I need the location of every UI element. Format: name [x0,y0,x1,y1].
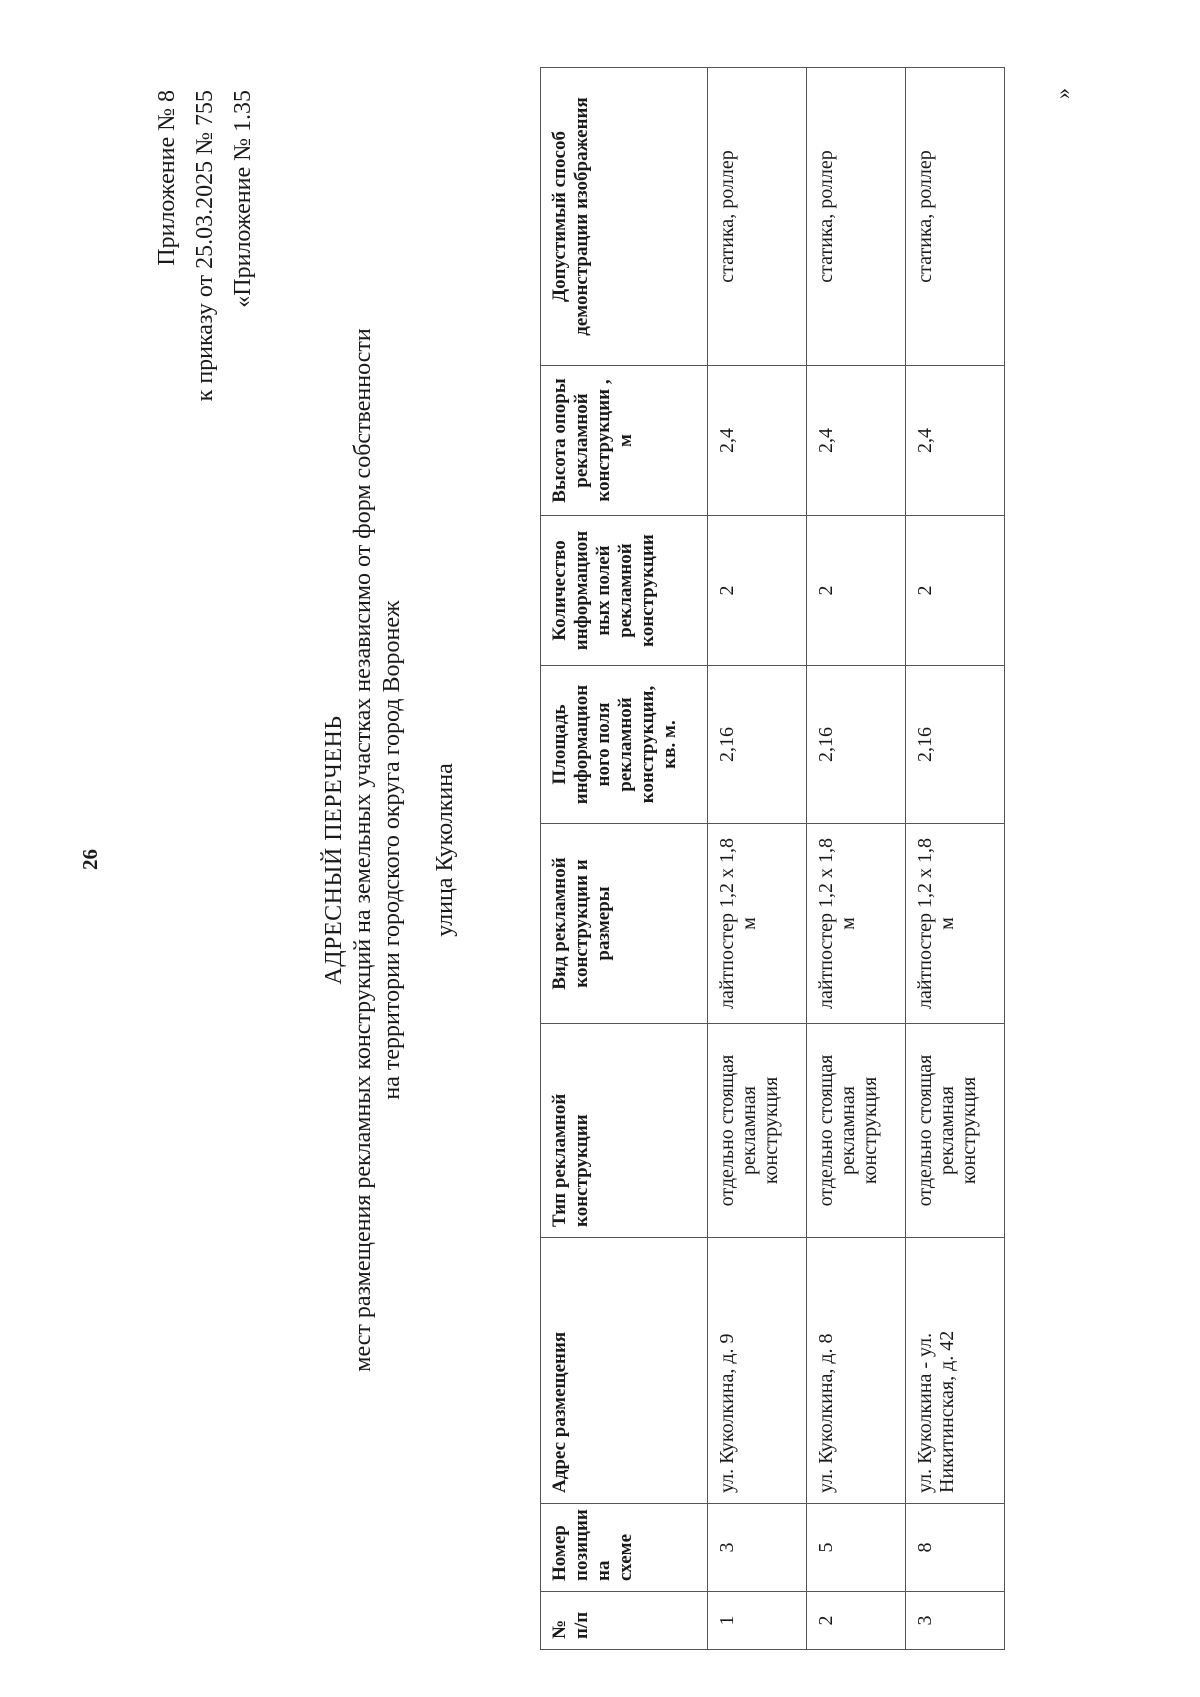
cell-construction-kind: лайтпостер 1,2 х 1,8 м [708,824,807,1024]
cell-construction-type: отдельно стоящая рекламная конструкция [708,1024,807,1238]
header-area: Площадь информацион ного поля рекламной конструкции, кв. м. [541,666,708,824]
page-number: 26 [78,849,102,870]
cell-display-method: статика, роллер [807,68,906,366]
cell-scheme-position: 8 [906,1504,1005,1592]
document-title: АДРЕСНЫЙ ПЕРЕЧЕНЬ [321,715,347,985]
cell-field-count: 2 [708,516,807,666]
header-support-height: Высота опоры рекламной конструкции , м [541,366,708,516]
appendix-line-1: Приложение № 8 [154,90,180,266]
table-row [807,68,906,1650]
header-construction-kind: Вид рекламной конструкции и размеры [541,824,708,1024]
cell-construction-type: отдельно стоящая рекламная конструкция [906,1024,1005,1238]
cell-address: ул. Куколкина, д. 9 [708,1238,807,1504]
cell-display-method: статика, роллер [708,68,807,366]
header-address: Адрес размещения [541,1238,708,1504]
table-row [708,68,807,1650]
cell-number: 2 [807,1592,906,1650]
cell-field-count: 2 [906,516,1005,666]
cell-display-method: статика, роллер [906,68,1005,366]
cell-number: 3 [906,1592,1005,1650]
appendix-line-2: к приказу от 25.03.2025 № 755 [192,90,218,402]
closing-quote: » [1050,88,1075,99]
cell-field-count: 2 [807,516,906,666]
street-name: улица Куколкина [432,763,458,937]
cell-area: 2,16 [807,666,906,824]
document-page [40,40,1160,1660]
cell-support-height: 2,4 [807,366,906,516]
title-block [320,40,460,1660]
appendix-reference [148,90,262,401]
cell-support-height: 2,4 [708,366,807,516]
appendix-line-3: «Приложение № 1.35 [230,90,256,308]
header-construction-type: Тип рекламной конструкции [541,1024,708,1238]
cell-construction-type: отдельно стоящая рекламная конструкция [807,1024,906,1238]
header-number: № п/п [541,1592,708,1650]
cell-construction-kind: лайтпостер 1,2 х 1,8 м [906,824,1005,1024]
address-table [540,67,1005,1650]
table-header-row [541,68,708,1650]
header-scheme-position: Номер позиции на схеме [541,1504,708,1592]
cell-number: 1 [708,1592,807,1650]
cell-address: ул. Куколкина, д. 8 [807,1238,906,1504]
table-row [906,68,1005,1650]
cell-support-height: 2,4 [906,366,1005,516]
document-subtitle-line-2: на территории городского округа город Воронеж [379,600,405,1100]
cell-area: 2,16 [708,666,807,824]
cell-construction-kind: лайтпостер 1,2 х 1,8 м [807,824,906,1024]
cell-area: 2,16 [906,666,1005,824]
cell-scheme-position: 3 [708,1504,807,1592]
cell-address: ул. Куколкина - ул. Никитинская, д. 42 [906,1238,1005,1504]
cell-scheme-position: 5 [807,1504,906,1592]
document-subtitle-line-1: мест размещения рекламных конструкций на земельных участках независимо от форм собственности [350,328,376,1372]
header-display-method: Допустимый способ демонстрации изображения [541,68,708,366]
header-field-count: Количество информацион ных полей рекламной конструкции [541,516,708,666]
